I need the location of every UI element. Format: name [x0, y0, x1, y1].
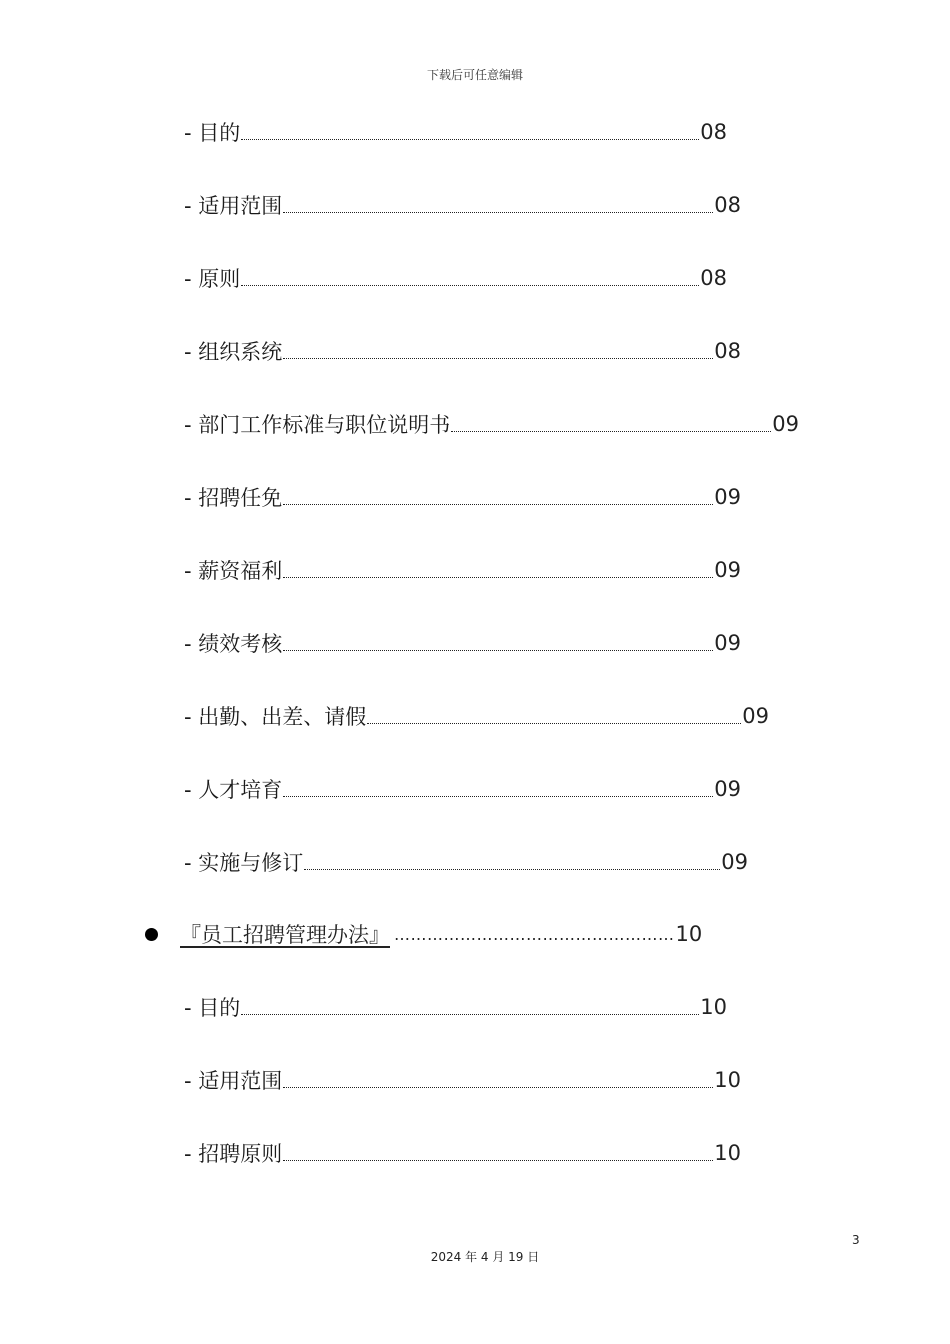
toc-entry[interactable]	[184, 771, 741, 807]
dot-leader	[283, 491, 713, 505]
toc-entry-label: - 出勤、出差、请假	[184, 705, 367, 729]
dot-leader	[283, 564, 713, 578]
toc-entry-label: - 薪资福利	[184, 559, 283, 583]
toc-section-heading[interactable]	[145, 916, 702, 952]
toc-entry-label: - 招聘任免	[184, 486, 283, 510]
toc-entry-label: - 部门工作标准与职位说明书	[184, 413, 451, 437]
toc-entry[interactable]	[184, 333, 741, 369]
toc-entry[interactable]	[184, 625, 741, 661]
toc-entry-page: 09	[742, 704, 769, 728]
toc-entry[interactable]	[184, 260, 727, 296]
toc-entry-page: 09	[714, 631, 741, 655]
toc-entry-label: - 绩效考核	[184, 632, 283, 656]
page-header: 下载后可任意编辑	[426, 68, 523, 82]
dot-leader	[283, 637, 713, 651]
dot-leader	[451, 418, 771, 432]
toc-entry-page: 09	[714, 485, 741, 509]
page-footer-date: 2024 年 4 月 19 日	[430, 1250, 540, 1264]
toc-entry-label: - 实施与修订	[184, 851, 304, 875]
toc-entry-label: - 原则	[184, 267, 241, 291]
dot-leader	[241, 126, 699, 140]
toc-entry-label: - 组织系统	[184, 340, 283, 364]
section-page: 10	[675, 922, 703, 946]
toc-entry-label: - 招聘原则	[184, 1142, 283, 1166]
dot-leader	[304, 856, 720, 870]
section-dot-leader: ……………………………………………	[394, 924, 675, 944]
dot-leader	[241, 272, 699, 286]
page-number: 3	[852, 1233, 860, 1247]
toc-entry[interactable]	[184, 844, 748, 880]
toc-entry[interactable]	[184, 114, 727, 150]
toc-entry-page: 09	[721, 850, 748, 874]
dot-leader	[283, 199, 713, 213]
toc-entry[interactable]	[184, 552, 741, 588]
toc-entry[interactable]	[184, 698, 769, 734]
toc-entry-page: 08	[700, 266, 727, 290]
toc-entry-page: 08	[714, 339, 741, 363]
bullet-icon	[145, 928, 158, 941]
dot-leader	[241, 1001, 699, 1015]
toc-entry[interactable]	[184, 479, 741, 515]
section-title-link[interactable]: 『员工招聘管理办法』	[180, 923, 390, 947]
toc-entry[interactable]	[184, 1135, 741, 1171]
toc-entry-page: 08	[700, 120, 727, 144]
toc-entry-label: - 人才培育	[184, 778, 283, 802]
dot-leader	[367, 710, 741, 724]
toc-entry-label: - 目的	[184, 121, 241, 145]
toc-entry-page: 09	[714, 777, 741, 801]
toc-entry[interactable]	[184, 187, 741, 223]
toc-entry[interactable]	[184, 989, 727, 1025]
toc-entry-page: 10	[714, 1068, 741, 1092]
toc-entry-label: - 目的	[184, 996, 241, 1020]
toc-entry-label: - 适用范围	[184, 1069, 283, 1093]
toc-entry-label: - 适用范围	[184, 194, 283, 218]
toc-entry-page: 09	[772, 412, 799, 436]
dot-leader	[283, 345, 713, 359]
dot-leader	[283, 1074, 713, 1088]
toc-entry-page: 10	[700, 995, 727, 1019]
toc-entry-page: 09	[714, 558, 741, 582]
toc-entry[interactable]	[184, 1062, 741, 1098]
toc-entry-page: 08	[714, 193, 741, 217]
dot-leader	[283, 1147, 713, 1161]
toc-entry[interactable]	[184, 406, 799, 442]
toc-entry-page: 10	[714, 1141, 741, 1165]
dot-leader	[283, 783, 713, 797]
